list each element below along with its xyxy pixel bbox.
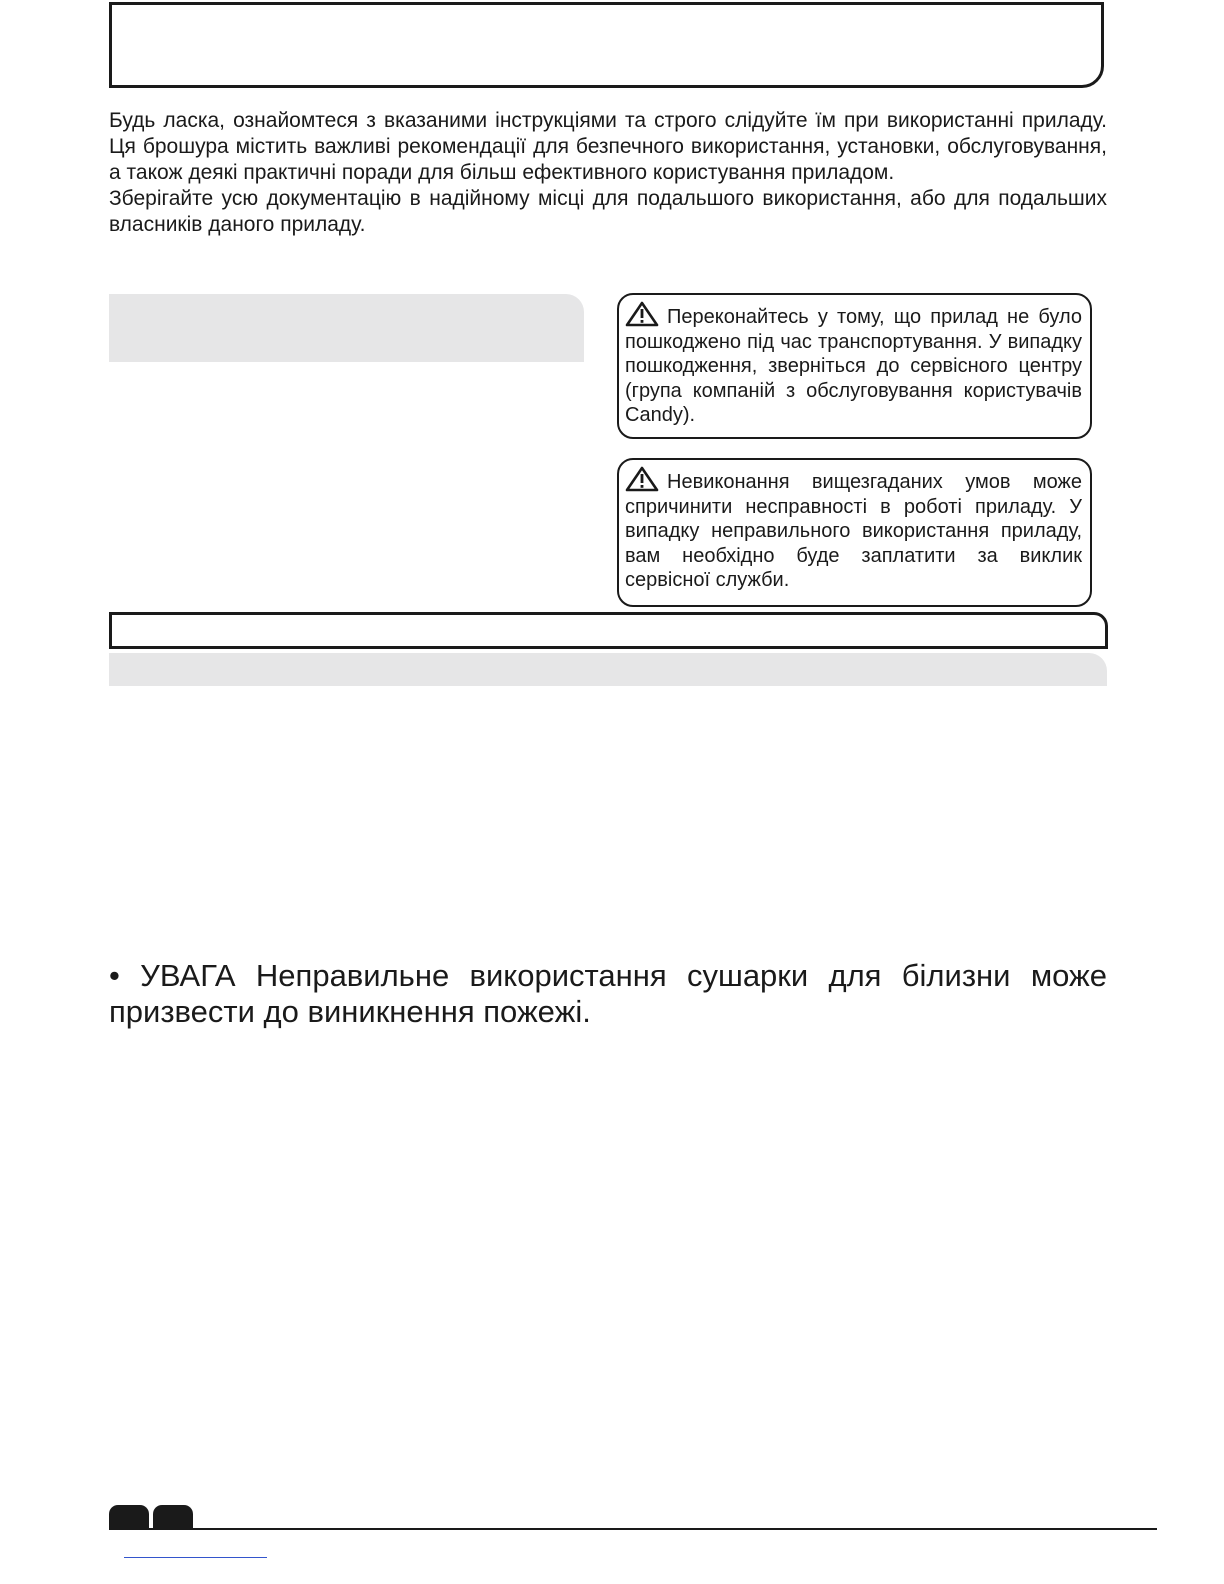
section-subheading-panel <box>109 653 1107 686</box>
footer-link-underline <box>124 1557 267 1558</box>
intro-text <box>109 108 1107 238</box>
footer-rule <box>109 1528 1157 1530</box>
section-frame <box>109 612 1108 649</box>
warning-triangle-icon <box>625 466 659 492</box>
intro-paragraph-1: Будь ласка, ознайомтеся з вказаними інструкціями та строго слідуйте їм при використанні приладу. Ця брошура містить важливі рекомендації для безпечного використання, установки, обслуговування, а також деякі практичні поради для більш ефективного користування приладом. <box>109 109 1107 184</box>
warning-triangle-icon <box>625 301 659 327</box>
warning-text-2: Невиконання вищезгаданих умов може спричинити несправності в роботі приладу. У випадку неправильного використання приладу, вам необхідно буде заплатити за виклик сервісної служби. <box>625 471 1082 591</box>
section-heading-panel <box>109 294 584 362</box>
misuse-warning <box>617 458 1092 607</box>
fire-caution: • УВАГА Неправильне використання сушарки для білизни може призвести до виникнення пожежі. <box>109 958 1107 1029</box>
warning-text-1: Переконайтесь у тому, що прилад не було пошкоджено під час транспортування. У випадку пошкодження, зверніться до сервісного центру (група компаній з обслуговування користувачів Candy). <box>625 306 1082 426</box>
page-number-tab-left <box>109 1505 149 1530</box>
transport-damage-warning <box>617 293 1092 439</box>
page-number-tab-right <box>153 1505 193 1530</box>
intro-paragraph-2: Зберігайте усю документацію в надійному місці для подальшого використання, або для подальших власників даного приладу. <box>109 187 1107 236</box>
title-frame <box>109 2 1104 88</box>
